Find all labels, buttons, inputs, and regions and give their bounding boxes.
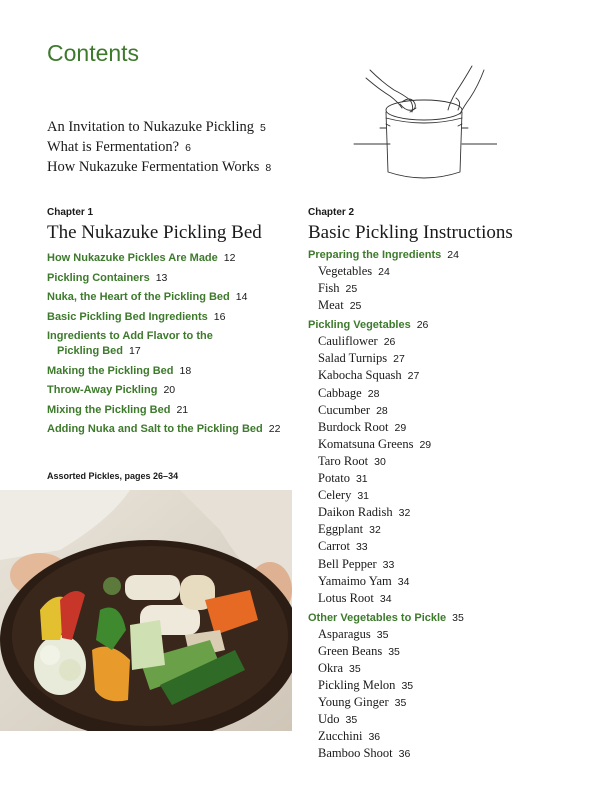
toc-entry[interactable]: How Nukazuke Pickles Are Made 12 — [47, 252, 236, 264]
toc-entry[interactable]: Celery 31 — [318, 488, 370, 503]
intro-list — [47, 117, 271, 177]
toc-entry[interactable]: Komatsuna Greens 29 — [318, 436, 432, 451]
chapter-label: Chapter 2 — [308, 207, 355, 218]
chapter-1 — [47, 207, 297, 437]
toc-entry[interactable]: Ingredients to Add Flavor to the Pickling Bed 17 — [47, 330, 213, 357]
toc-entry[interactable]: Eggplant 32 — [318, 522, 381, 537]
toc-entry[interactable]: Vegetables 24 — [318, 264, 390, 278]
toc-entry[interactable]: Asparagus 35 — [318, 626, 389, 641]
toc-entry[interactable]: Cucumber 28 — [318, 402, 388, 417]
toc-entry[interactable]: Okra 35 — [318, 660, 361, 675]
toc-entry[interactable]: How Nukazuke Fermentation Works 8 — [47, 159, 272, 175]
toc-entry[interactable]: Throw-Away Pickling 20 — [47, 384, 176, 396]
toc-entry[interactable]: Basic Pickling Bed Ingredients 16 — [47, 310, 226, 323]
toc-section[interactable]: Other Vegetables to Pickle 35 — [308, 611, 464, 624]
page-title: Contents — [47, 40, 140, 66]
toc-entry[interactable]: Adding Nuka and Salt to the Pickling Bed 22 — [47, 423, 281, 435]
chapter-label: Chapter 1 — [47, 207, 94, 218]
toc-entry[interactable]: Cauliflower 26 — [318, 334, 396, 349]
pickles-photo — [0, 490, 292, 731]
toc-entry[interactable]: Lotus Root 34 — [318, 590, 392, 605]
toc-entry[interactable]: An Invitation to Nukazuke Pickling 5 — [47, 119, 266, 135]
toc-entry[interactable]: Pickling Containers 13 — [47, 271, 168, 284]
toc-entry[interactable]: Nuka, the Heart of the Pickling Bed 14 — [47, 291, 248, 303]
toc-entry[interactable]: What is Fermentation? 6 — [47, 139, 191, 155]
chapter-title: The Nukazuke Pickling Bed — [47, 222, 262, 243]
toc-entry[interactable]: Bell Pepper 33 — [318, 556, 395, 571]
toc-entry[interactable]: Green Beans 35 — [318, 643, 400, 658]
toc-entry[interactable]: Kabocha Squash 27 — [318, 368, 420, 383]
toc-entry[interactable]: Burdock Root 29 — [318, 419, 407, 434]
toc-entry[interactable]: Carrot 33 — [318, 539, 368, 554]
toc-section[interactable]: Preparing the Ingredients 24 — [308, 249, 459, 261]
toc-entry[interactable]: Fish 25 — [318, 281, 358, 296]
toc-entry[interactable]: Cabbage 28 — [318, 385, 380, 400]
toc-entry[interactable]: Potato 31 — [318, 471, 368, 486]
pot-illustration — [352, 62, 497, 182]
toc-entry[interactable]: Salad Turnips 27 — [318, 351, 405, 366]
photo-caption: Assorted Pickles, pages 26–34 — [47, 471, 179, 481]
toc-entry[interactable]: Yamaimo Yam 34 — [318, 573, 410, 588]
toc-entry[interactable]: Mixing the Pickling Bed 21 — [47, 403, 189, 416]
toc-entry[interactable]: Taro Root 30 — [318, 453, 386, 468]
toc-entry[interactable]: Daikon Radish 32 — [318, 505, 411, 520]
toc-entry[interactable]: Meat 25 — [318, 298, 362, 313]
chapter-title: Basic Pickling Instructions — [308, 222, 513, 243]
toc-section[interactable]: Pickling Vegetables 26 — [308, 319, 429, 332]
toc-entry[interactable]: Making the Pickling Bed 18 — [47, 364, 192, 377]
toc-entry[interactable]: Pickling Melon 35 — [318, 678, 414, 693]
toc-entry[interactable]: Udo 35 — [318, 712, 358, 727]
toc-entry[interactable]: Zucchini 36 — [318, 729, 381, 744]
toc-entry[interactable]: Bamboo Shoot 36 — [318, 746, 411, 761]
toc-entry[interactable]: Young Ginger 35 — [318, 695, 407, 710]
chapter-2 — [308, 207, 588, 763]
